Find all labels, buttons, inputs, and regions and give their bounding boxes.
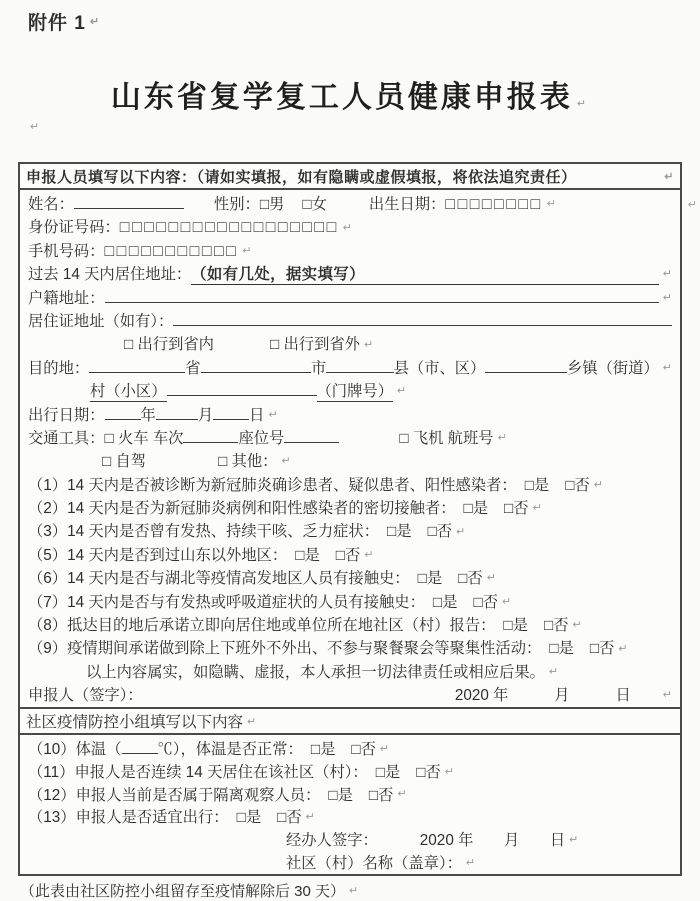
hukou-address-label: 户籍地址：	[28, 289, 105, 307]
train-number-blank	[183, 430, 238, 443]
checkbox-no: □否	[504, 500, 529, 518]
question-row-11	[28, 760, 672, 783]
checkbox-other-transport: □ 其他：	[218, 453, 278, 471]
house-number-label: （门牌号）	[317, 379, 394, 402]
checkbox-yes: □是	[432, 593, 458, 611]
temperature-blank	[122, 741, 158, 754]
paragraph-return-mark: ↵	[379, 742, 390, 755]
footer-note	[20, 880, 358, 901]
paragraph-return-mark: ↵	[363, 338, 374, 351]
name-label: 姓名：	[28, 196, 74, 213]
question-row-13	[28, 805, 672, 828]
destination-township-label: 乡镇（街道）	[567, 359, 659, 377]
row-address-14days	[28, 262, 672, 285]
row-phone-number	[28, 239, 672, 262]
paragraph-return-mark: ↵	[456, 525, 466, 538]
paragraph-return-mark: ↵	[687, 199, 697, 211]
gender-label: 性别：	[213, 196, 260, 213]
community-seal-label: 社区（村）名称（盖章）：	[286, 854, 462, 872]
form-title-text: 山东省复学复工人员健康申报表	[110, 81, 573, 114]
residence-permit-label: 居住证地址（如有）：	[28, 312, 174, 330]
paragraph-return-mark: ↵	[397, 385, 407, 398]
village-blank	[167, 383, 317, 396]
birthdate-boxes: □□□□□□□□	[445, 196, 543, 213]
question-text: （1）14 天内是否被诊断为新冠肺炎确诊患者、疑似患者、阳性感染者：	[28, 476, 517, 494]
paragraph-return-mark: ↵	[397, 788, 407, 801]
checkbox-no: □否	[277, 809, 302, 827]
row-signer	[28, 683, 672, 706]
row-transport-other	[28, 449, 672, 472]
question-text: （9）疫情期间承诺做到除上下班外不外出、不参与聚餐聚会等聚集性活动：	[28, 640, 542, 658]
row-id-number	[28, 215, 672, 238]
checkbox-no: □否	[351, 741, 376, 758]
transport-label: 交通工具：	[28, 429, 105, 447]
checkbox-plane: □ 飞机 航班号	[399, 429, 494, 447]
address-14days-label: 过去 14 天内居住地址：	[28, 266, 192, 284]
question-text: （7）14 天内是否与有发热或呼吸道症状的人员有接触史：	[28, 593, 425, 611]
question-row-5	[28, 543, 672, 566]
row-destination	[28, 356, 672, 379]
village-label: 村（小区）	[90, 379, 167, 402]
question-text: （6）14 天内是否与湖北等疫情高发地区人员有接触史：	[28, 570, 410, 588]
destination-province-label: 省	[185, 359, 201, 377]
destination-city-blank	[201, 360, 311, 373]
checkbox-no: □否	[543, 617, 569, 635]
travel-date-label: 出行日期：	[28, 406, 105, 424]
destination-city-label: 市	[311, 359, 327, 377]
paragraph-return-mark: ↵	[532, 502, 542, 515]
checkbox-no: □否	[589, 640, 615, 658]
travel-month-label: 月	[197, 406, 214, 424]
paragraph-return-mark: ↵	[662, 268, 672, 281]
row-travel-direction	[28, 332, 672, 355]
question-row-12	[28, 783, 672, 806]
phone-label: 手机号码：	[28, 242, 105, 260]
row-declaration	[28, 660, 672, 683]
birthdate-label: 出生日期：	[368, 196, 446, 213]
row-transport	[28, 426, 672, 449]
checkbox-travel-out-province: □ 出行到省外	[269, 336, 360, 354]
question-row-7	[28, 590, 672, 613]
paragraph-return-mark: ↵	[349, 885, 359, 897]
checkbox-yes: □是	[524, 476, 550, 494]
handler-date-text: 2020 年 月 日	[419, 832, 566, 850]
row-community-seal	[28, 851, 672, 874]
paragraph-return-mark: ↵	[465, 856, 476, 869]
name-blank	[74, 196, 184, 209]
paragraph-return-mark: ↵	[618, 642, 628, 655]
travel-month-blank	[156, 407, 198, 420]
checkbox-no: □否	[368, 786, 394, 804]
destination-county-blank	[326, 360, 393, 373]
hukou-address-blank	[105, 290, 659, 303]
question-row-8	[28, 613, 672, 636]
checkbox-yes: □是	[295, 546, 320, 564]
row-village	[28, 379, 672, 402]
question-row-10	[28, 737, 672, 760]
paragraph-return-mark: ↵	[305, 811, 315, 824]
id-number-label: 身份证号码：	[28, 219, 120, 237]
checkbox-self-drive: □ 自驾	[102, 453, 147, 471]
residence-permit-blank	[173, 313, 672, 326]
checkbox-male: □男	[259, 196, 285, 213]
question-text: （3）14 天内是否曾有发热、持续干咳、乏力症状：	[28, 523, 380, 541]
checkbox-yes: □是	[328, 786, 353, 804]
checkbox-female: □女	[302, 196, 327, 213]
section2-body	[20, 735, 680, 874]
checkbox-train: □ 火车 车次	[104, 429, 184, 447]
temperature-label-prefix: （10）体温（	[28, 741, 122, 758]
section1-header-text: 申报人员填写以下内容：（请如实填报，如有隐瞒或虚假填报，将依法追究责任）	[26, 168, 577, 186]
paragraph-return-mark: ↵	[486, 572, 496, 585]
question-row-9	[28, 636, 672, 659]
checkbox-yes: □是	[463, 500, 489, 518]
signer-label: 申报人（签字）：	[28, 687, 143, 705]
question-text: （11）申报人是否连续 14 天居住在该社区（村）：	[28, 763, 368, 781]
paragraph-return-mark: ↵	[242, 244, 252, 257]
section2-header-text: 社区疫情防控小组填写以下内容	[26, 714, 244, 731]
paragraph-return-mark: ↵	[548, 666, 559, 678]
row-residence-permit-address	[28, 309, 672, 332]
handler-signature-label: 经办人签字：	[286, 832, 378, 850]
seat-number-label: 座位号	[238, 429, 285, 447]
paragraph-return-mark: ↵	[662, 291, 672, 304]
question-text: （12）申报人当前是否属于隔离观察人员：	[28, 786, 321, 804]
footer-note-text: （此表由社区防控小组留存至疫情解除后 30 天）	[20, 883, 346, 900]
question-text: （2）14 天内是否为新冠肺炎病例和阳性感染者的密切接触者：	[28, 500, 456, 518]
checkbox-no: □否	[565, 476, 590, 494]
paragraph-return-mark: ↵	[364, 549, 374, 562]
checkbox-yes: □是	[417, 570, 443, 588]
row-handler-signature	[28, 828, 672, 851]
checkbox-yes: □是	[549, 640, 574, 658]
row-hukou-address	[28, 286, 672, 309]
checkbox-yes: □是	[503, 617, 528, 635]
form-title	[0, 72, 700, 116]
destination-township-blank	[485, 360, 567, 373]
checkbox-no: □否	[427, 523, 453, 541]
checkbox-yes: □是	[387, 523, 412, 541]
question-text: （13）申报人是否适宜出行：	[28, 809, 229, 827]
paragraph-return-mark: ↵	[662, 361, 673, 374]
checkbox-yes: □是	[236, 809, 262, 827]
question-row-1	[28, 473, 672, 496]
attachment-label	[28, 8, 100, 35]
paragraph-return-mark: ↵	[342, 221, 352, 234]
destination-province-blank	[89, 360, 185, 373]
paragraph-return-mark: ↵	[502, 595, 512, 608]
temperature-label-suffix: ℃），体温是否正常：	[157, 741, 303, 758]
checkbox-yes: □是	[375, 763, 401, 781]
phone-boxes: □□□□□□□□□□□	[104, 242, 239, 260]
paragraph-return-mark: ↵	[546, 198, 556, 211]
question-text: （5）14 天内是否到过山东以外地区：	[28, 546, 288, 564]
paragraph-return-mark: ↵	[444, 765, 454, 778]
paragraph-return-mark: ↵	[664, 170, 674, 183]
question-text: （8）抵达目的地后承诺立即向居住地或单位所在地社区（村）报告：	[28, 617, 496, 635]
paragraph-return-mark: ↵	[572, 619, 582, 632]
paragraph-return-mark: ↵	[281, 455, 291, 468]
paragraph-return-mark: ↵	[593, 478, 603, 491]
checkbox-no: □否	[473, 593, 498, 611]
travel-day-blank	[213, 407, 249, 420]
paragraph-return-mark: ↵	[662, 689, 672, 702]
section1-body	[20, 190, 680, 707]
row-name-gender-birth	[28, 192, 672, 215]
checkbox-yes: □是	[310, 741, 336, 758]
section2-header-row	[20, 707, 680, 735]
paragraph-return-mark: ↵	[576, 98, 590, 110]
paragraph-return-mark: ↵	[268, 408, 278, 421]
paragraph-return-mark: ↵	[497, 432, 507, 445]
question-row-2	[28, 496, 672, 519]
destination-county-label: 县（市、区）	[393, 359, 486, 377]
travel-day-label: 日	[249, 406, 265, 424]
declaration-text: 以上内容属实，如隐瞒、虚报，本人承担一切法律责任或相应后果。	[86, 663, 545, 681]
paragraph-return-mark: ↵	[247, 715, 257, 728]
checkbox-no: □否	[458, 570, 483, 588]
travel-year-label: 年	[140, 406, 156, 424]
paragraph-return-mark: ↵	[569, 834, 579, 847]
paragraph-return-mark: ↵	[89, 16, 101, 28]
checkbox-travel-in-province: □ 出行到省内	[124, 336, 214, 354]
id-number-boxes: □□□□□□□□□□□□□□□□□□	[119, 219, 339, 237]
paragraph-return-mark: ↵	[30, 121, 40, 133]
checkbox-no: □否	[335, 546, 361, 564]
destination-label: 目的地：	[28, 359, 90, 377]
travel-year-blank	[105, 407, 141, 420]
seat-number-blank	[284, 430, 339, 443]
declaration-form-table	[18, 162, 682, 876]
checkbox-no: □否	[416, 763, 441, 781]
row-travel-date	[28, 403, 672, 426]
attachment-text: 附件 1	[28, 13, 86, 34]
address-14days-note: （如有几处，据实填写）	[191, 262, 659, 285]
sign-date-text: 2020 年 月 日	[454, 687, 631, 705]
question-row-3	[28, 519, 672, 542]
section1-header-row	[20, 164, 680, 190]
question-row-6	[28, 566, 672, 589]
